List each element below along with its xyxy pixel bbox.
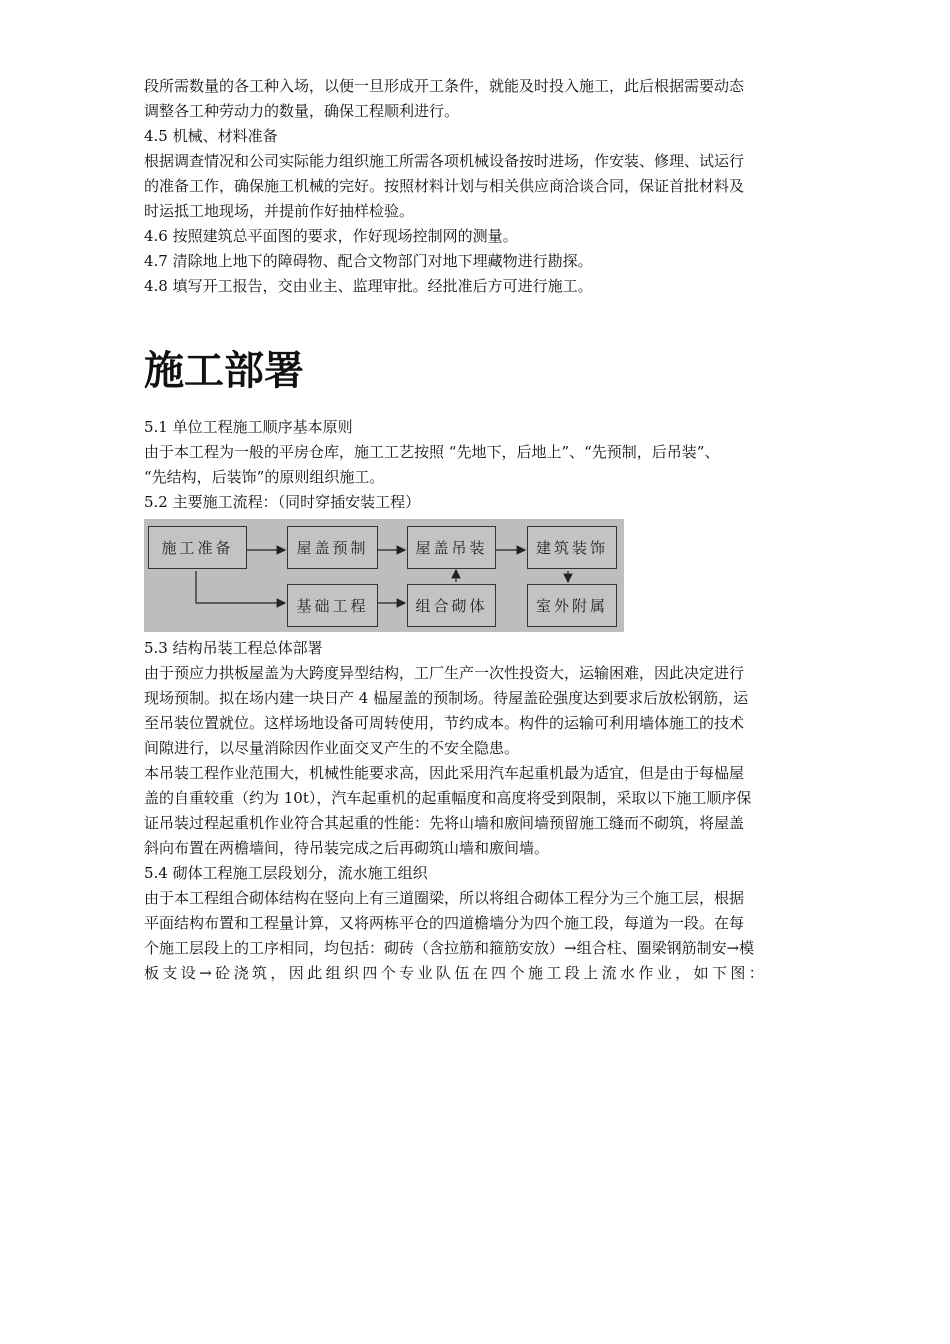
text-line: 由于本工程为一般的平房仓库，施工工艺按照 “先地下，后地上”、“先预制，后吊装”、 bbox=[144, 443, 720, 461]
text-line: 根据调查情况和公司实际能力组织施工所需各项机械设备按时进场，作安装、修理、试运行 bbox=[144, 152, 745, 170]
section-5-2-title: 5.2 主要施工流程：（同时穿插安装工程） bbox=[144, 493, 421, 511]
text-line: 由于预应力拱板屋盖为大跨度异型结构，工厂生产一次性投资大，运输困难，因此决定进行 bbox=[144, 664, 745, 682]
section-4-7: 4.7 清除地上地下的障碍物、配合文物部门对地下埋藏物进行勘探。 bbox=[144, 252, 593, 270]
text-line: 调整各工种劳动力的数量，确保工程顺利进行。 bbox=[144, 102, 460, 120]
flow-node-prep: 施工准备 bbox=[148, 526, 247, 569]
flow-node-masonry: 组合砌体 bbox=[407, 584, 496, 627]
text-line: 证吊装过程起重机作业符合其起重的性能：先将山墙和廒间墙预留施工缝而不砌筑，将屋盖 bbox=[144, 814, 745, 832]
section-4-8: 4.8 填写开工报告，交由业主、监理审批。经批准后方可进行施工。 bbox=[144, 277, 593, 295]
text-line: 本吊装工程作业范围大，机械性能要求高，因此采用汽车起重机最为适宜，但是由于每榀屋 bbox=[144, 764, 745, 782]
flow-node-outdoor: 室外附属 bbox=[527, 584, 617, 627]
text-line: 由于本工程组合砌体结构在竖向上有三道圈梁，所以将组合砌体工程分为三个施工层，根据 bbox=[144, 889, 745, 907]
section-5-1-title: 5.1 单位工程施工顺序基本原则 bbox=[144, 418, 353, 436]
text-line: 至吊装位置就位。这样场地设备可周转使用，节约成本。构件的运输可利用墙体施工的技术 bbox=[144, 714, 745, 732]
text-line: 盖的自重较重（约为 10t），汽车起重机的起重幅度和高度将受到限制，采取以下施工顺序保 bbox=[144, 789, 752, 807]
text-line: “先结构，后装饰”的原则组织施工。 bbox=[144, 468, 385, 486]
text-line: 的准备工作，确保施工机械的完好。按照材料计划与相关供应商洽谈合同，保证首批材料及 bbox=[144, 177, 745, 195]
flow-node-foundation: 基础工程 bbox=[287, 584, 378, 627]
arrow-prep-to-foundation bbox=[196, 571, 285, 603]
text-line: 个施工层段上的工序相同，均包括：砌砖（含拉筋和箍筋安放）→组合柱、圈梁钢筋制安→模 bbox=[144, 939, 755, 957]
text-line: 平面结构布置和工程量计算，又将两栋平仓的四道檐墙分为四个施工段，每道为一段。在每 bbox=[144, 914, 745, 932]
section-5-4-title: 5.4 砌体工程施工层段划分，流水施工组织 bbox=[144, 864, 428, 882]
flow-node-roof-prefab: 屋盖预制 bbox=[287, 526, 378, 569]
text-line: 间隙进行，以尽量消除因作业面交叉产生的不安全隐患。 bbox=[144, 739, 520, 757]
text-line: 现场预制。拟在场内建一块日产 4 榀屋盖的预制场。待屋盖砼强度达到要求后放松钢筋，运 bbox=[144, 689, 749, 707]
document-page bbox=[144, 74, 808, 986]
construction-flowchart bbox=[144, 519, 624, 632]
section-4-6: 4.6 按照建筑总平面图的要求，作好现场控制网的测量。 bbox=[144, 227, 518, 245]
text-line: 时运抵工地现场，并提前作好抽样检验。 bbox=[144, 202, 415, 220]
section-5-3-title: 5.3 结构吊装工程总体部署 bbox=[144, 639, 323, 657]
page-heading: 施工部署 bbox=[144, 348, 304, 394]
flow-node-roof-hoist: 屋盖吊装 bbox=[407, 526, 496, 569]
text-line: 斜向布置在两檐墙间，待吊装完成之后再砌筑山墙和廒间墙。 bbox=[144, 839, 550, 857]
text-line: 板支设→砼浇筑，因此组织四个专业队伍在四个施工段上流水作业，如下图： bbox=[144, 964, 768, 982]
flow-node-decoration: 建筑装饰 bbox=[527, 526, 617, 569]
section-4-5-title: 4.5 机械、材料准备 bbox=[144, 127, 278, 145]
text-line: 段所需数量的各工种入场，以便一旦形成开工条件，就能及时投入施工，此后根据需要动态 bbox=[144, 77, 745, 95]
